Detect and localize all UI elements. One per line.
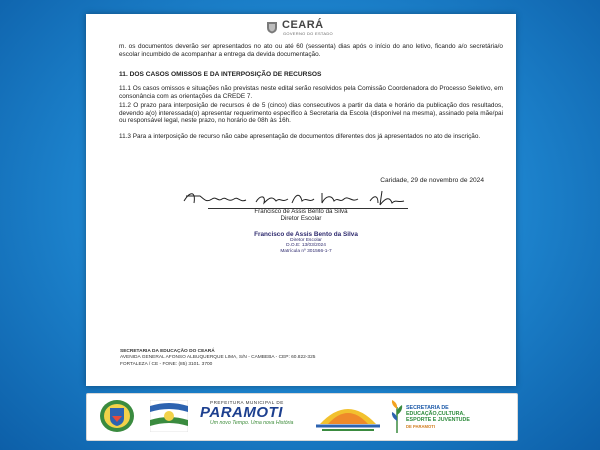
prefeitura-label: PREFEITURA MUNICIPAL DE — [210, 400, 284, 405]
stamp-name: Francisco de Assis Bento da Silva — [254, 231, 358, 238]
signatory-name: Francisco de Assis Bento da Silva — [254, 208, 348, 215]
secretaria-leaf-icon — [390, 399, 404, 433]
paragraph-11-2: 11.2 O prazo para interposição de recursos é de 5 (cinco) dias consecutivos a partir da data e horário da publicação dos resultados, devendo a(o) interessada(o) apresentar requerimento específico à Secretaria da Escola (disponível na mesma), assinado pela mãe/pai ou responsável legal, neste prazo, no horário de 08h às 16h. — [119, 102, 503, 125]
state-header — [266, 20, 376, 36]
document-page — [86, 14, 516, 386]
paragraph-11-3: 11.3 Para a interposição de recurso não cabe apresentação de documentos diferentes dos já apresentados no ato de inscrição. — [119, 133, 481, 140]
sun-logo-icon — [312, 398, 384, 432]
secretaria-line-1: SECRETARIA DE — [406, 405, 449, 411]
stamp-role: Diretor Escolar — [290, 237, 322, 243]
state-subtitle: GOVERNO DO ESTADO — [283, 31, 333, 36]
date-line: Caridade, 29 de novembro de 2024 — [380, 177, 484, 184]
municipal-coat-of-arms-icon — [98, 398, 136, 434]
stamp-matricula: Matrícula nº 301566-1-7 — [280, 248, 332, 254]
city-slogan: Um novo Tempo. Uma nova História — [210, 420, 294, 426]
stamp-doe: D.O.E: 13/03/2024 — [286, 243, 326, 249]
municipal-flag-icon — [150, 400, 188, 432]
city-name: PARAMOTI — [200, 404, 283, 421]
secretaria-line-2: EDUCAÇÃO,CULTURA, — [406, 411, 465, 418]
state-seal-icon — [266, 21, 278, 34]
paragraph-documents: m. os documentos deverão ser apresentados no ato ou até 60 (sessenta) dias após o início do ano letivo, ficando a/o secretária/o escolar incumbido de acompanhar a entrega da devida documentação. — [119, 43, 503, 58]
document-footer — [120, 349, 315, 368]
signatory-role: Diretor Escolar — [280, 215, 322, 222]
footer-address: AVENIDA GENERAL AFONSO ALBUQUERQUE LIMA, S/N - CAMBEBA - CEP: 60.822-325 — [120, 355, 316, 361]
state-name: CEARÁ — [282, 19, 324, 31]
secretaria-line-3: ESPORTE E JUVENTUDE — [406, 417, 470, 424]
section-heading: 11. DOS CASOS OMISSOS E DA INTERPOSIÇÃO DE RECURSOS — [119, 71, 322, 78]
official-stamp — [251, 232, 361, 254]
secretaria-line-4: DE PARAMOTI — [406, 423, 436, 429]
footer-city: FORTALEZA / CE - FONE: (85) 3101. 3700 — [120, 361, 213, 367]
secretaria-label — [406, 405, 470, 430]
footer-title: SECRETARIA DA EDUCAÇÃO DO CEARÁ — [120, 349, 215, 354]
paragraph-11-1: 11.1 Os casos omissos e situações não previstas neste edital serão resolvidos pela Comissão Coordenadora do Processo Seletivo, em consonância com as orientações da CREDE 7. — [119, 85, 503, 100]
